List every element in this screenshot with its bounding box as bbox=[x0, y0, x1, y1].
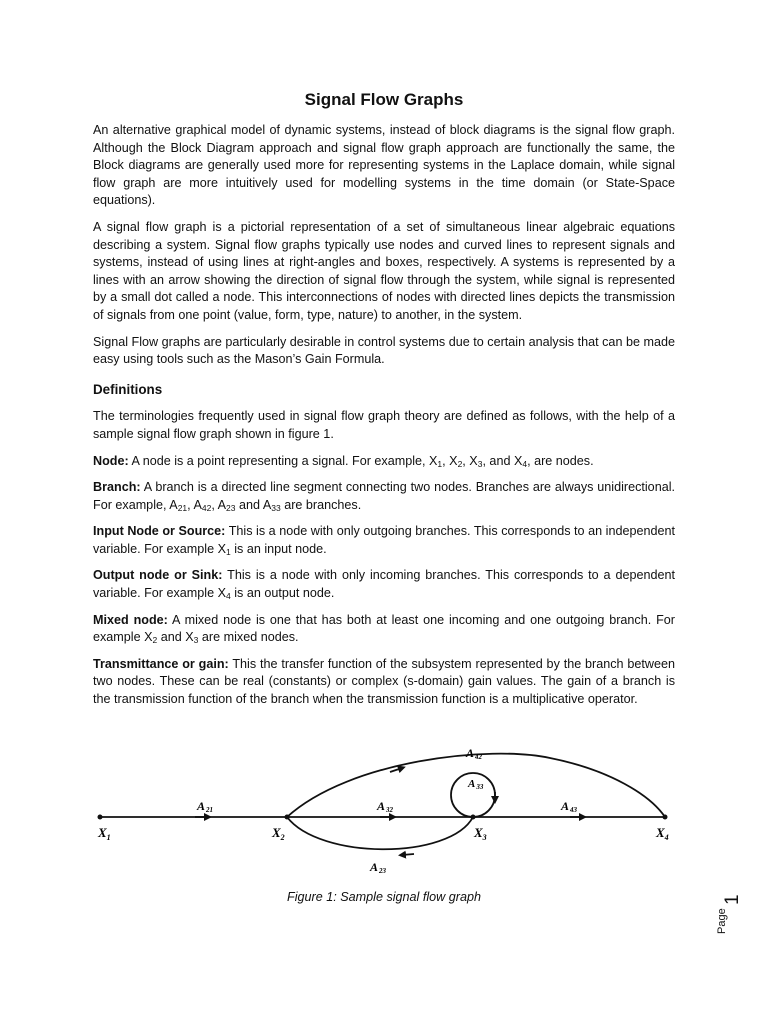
branch-label-a21: A21 bbox=[197, 799, 214, 814]
branch-label-a42: A42 bbox=[466, 746, 483, 761]
term-output-node: Output node or Sink: bbox=[93, 568, 223, 583]
term-transmittance: Transmittance or gain: bbox=[93, 656, 229, 671]
page-title: Signal Flow Graphs bbox=[304, 90, 464, 109]
definition-input-node: Input Node or Source: This is a node with only outgoing branches. This corresponds to an independent variable. For example $X_1$ is an input node. bbox=[93, 524, 675, 557]
arrow-a23 bbox=[402, 854, 414, 855]
paragraph-definition: A signal flow graph is a pictorial representation of a set of simultaneous linear algebraic equations describing a system. Signal flow graphs typically use nodes and curved lines to represent signals and systems, instead of using lines at right-angles and boxes, respectively. A systems is represented by a lines with an arrow showing the direction of signal flow through the system, while signal is represented by a small dot called a node. This interconnections of nodes with directed lines depicts the transmission of signals from one point (value, form, type, nature) to another, in the system. bbox=[93, 219, 675, 322]
page-number-label: Page bbox=[716, 908, 728, 934]
node-x1-dot bbox=[98, 815, 103, 820]
term-node: Node: bbox=[93, 453, 129, 468]
paragraph-intro: An alternative graphical model of dynamic systems, instead of block diagrams is the signal flow graph. Although the Block Diagram approach and signal flow graph approach are functionally the same, the Block diagrams are generally used more for representing systems in the Laplace domain, while signal flow graph are more intuitively used for modelling systems in the time domain (or State-Space equations). bbox=[93, 123, 675, 208]
branch-a23 bbox=[287, 817, 473, 849]
definition-node: Node: A node is a point representing a signal. For example, $X_1$, $X_2$, $X_3$, and $X_4$, are nodes. bbox=[93, 453, 594, 469]
term-mixed-node: Mixed node: bbox=[93, 612, 168, 627]
branch-label-a23: A23 bbox=[370, 860, 387, 875]
definition-branch: Branch: A branch is a directed line segment connecting two nodes. Branches are always unidirectional. For example, $A_{21}$, $A_{42}$, $A_{23}$ and $A_{33}$ are branches. bbox=[93, 480, 675, 513]
paragraph-control-systems: Signal Flow graphs are particularly desirable in control systems due to certain analysis that can be made easy using tools such as the Mason’s Gain Formula. bbox=[93, 334, 675, 367]
node-x3-dot bbox=[471, 815, 476, 820]
branch-label-a33: A33 bbox=[468, 778, 484, 791]
branch-label-a43: A43 bbox=[561, 799, 578, 814]
node-label-x1: $X_1$ bbox=[98, 825, 111, 842]
arrow-a42 bbox=[390, 768, 402, 772]
node-x2-dot bbox=[285, 815, 290, 820]
definitions-intro: The terminologies frequently used in signal flow graph theory are defined as follows, with the help of a sample signal flow graph shown in figure 1. bbox=[93, 409, 675, 441]
definition-mixed-node: Mixed node: A mixed node is one that has both at least one incoming and one outgoing branch. For example $X_2$ and $X_3$ are mixed nodes. bbox=[93, 612, 675, 646]
term-input-node: Input Node or Source: bbox=[93, 524, 226, 539]
node-label-x3: $X_3$ bbox=[474, 825, 487, 842]
node-x4-dot bbox=[663, 815, 668, 820]
page-number-value: 1 bbox=[722, 894, 743, 905]
node-label-x2: $X_2$ bbox=[272, 825, 285, 842]
term-branch: Branch: bbox=[93, 480, 141, 495]
document-body bbox=[93, 122, 675, 718]
definition-transmittance: Transmittance or gain: This the transfer function of the subsystem represented by the branch between two nodes. These can be real (constants) or complex (s-domain) gain values. The gain of a branch is the transmission function of the branch when the transmission function is a multiplicative operator. bbox=[93, 656, 675, 707]
page-number bbox=[708, 888, 748, 938]
signal-flow-graph-figure bbox=[90, 740, 690, 880]
branch-label-a32: A32 bbox=[377, 799, 394, 814]
node-label-x4: $X_4$ bbox=[656, 825, 669, 842]
definition-output-node: Output node or Sink: This is a node with only incoming branches. This corresponds to a dependent variable. For example $X_4$ is an output node. bbox=[93, 568, 675, 602]
figure-caption: Figure 1: Sample signal flow graph bbox=[287, 890, 481, 904]
section-heading-definitions: Definitions bbox=[93, 381, 163, 397]
